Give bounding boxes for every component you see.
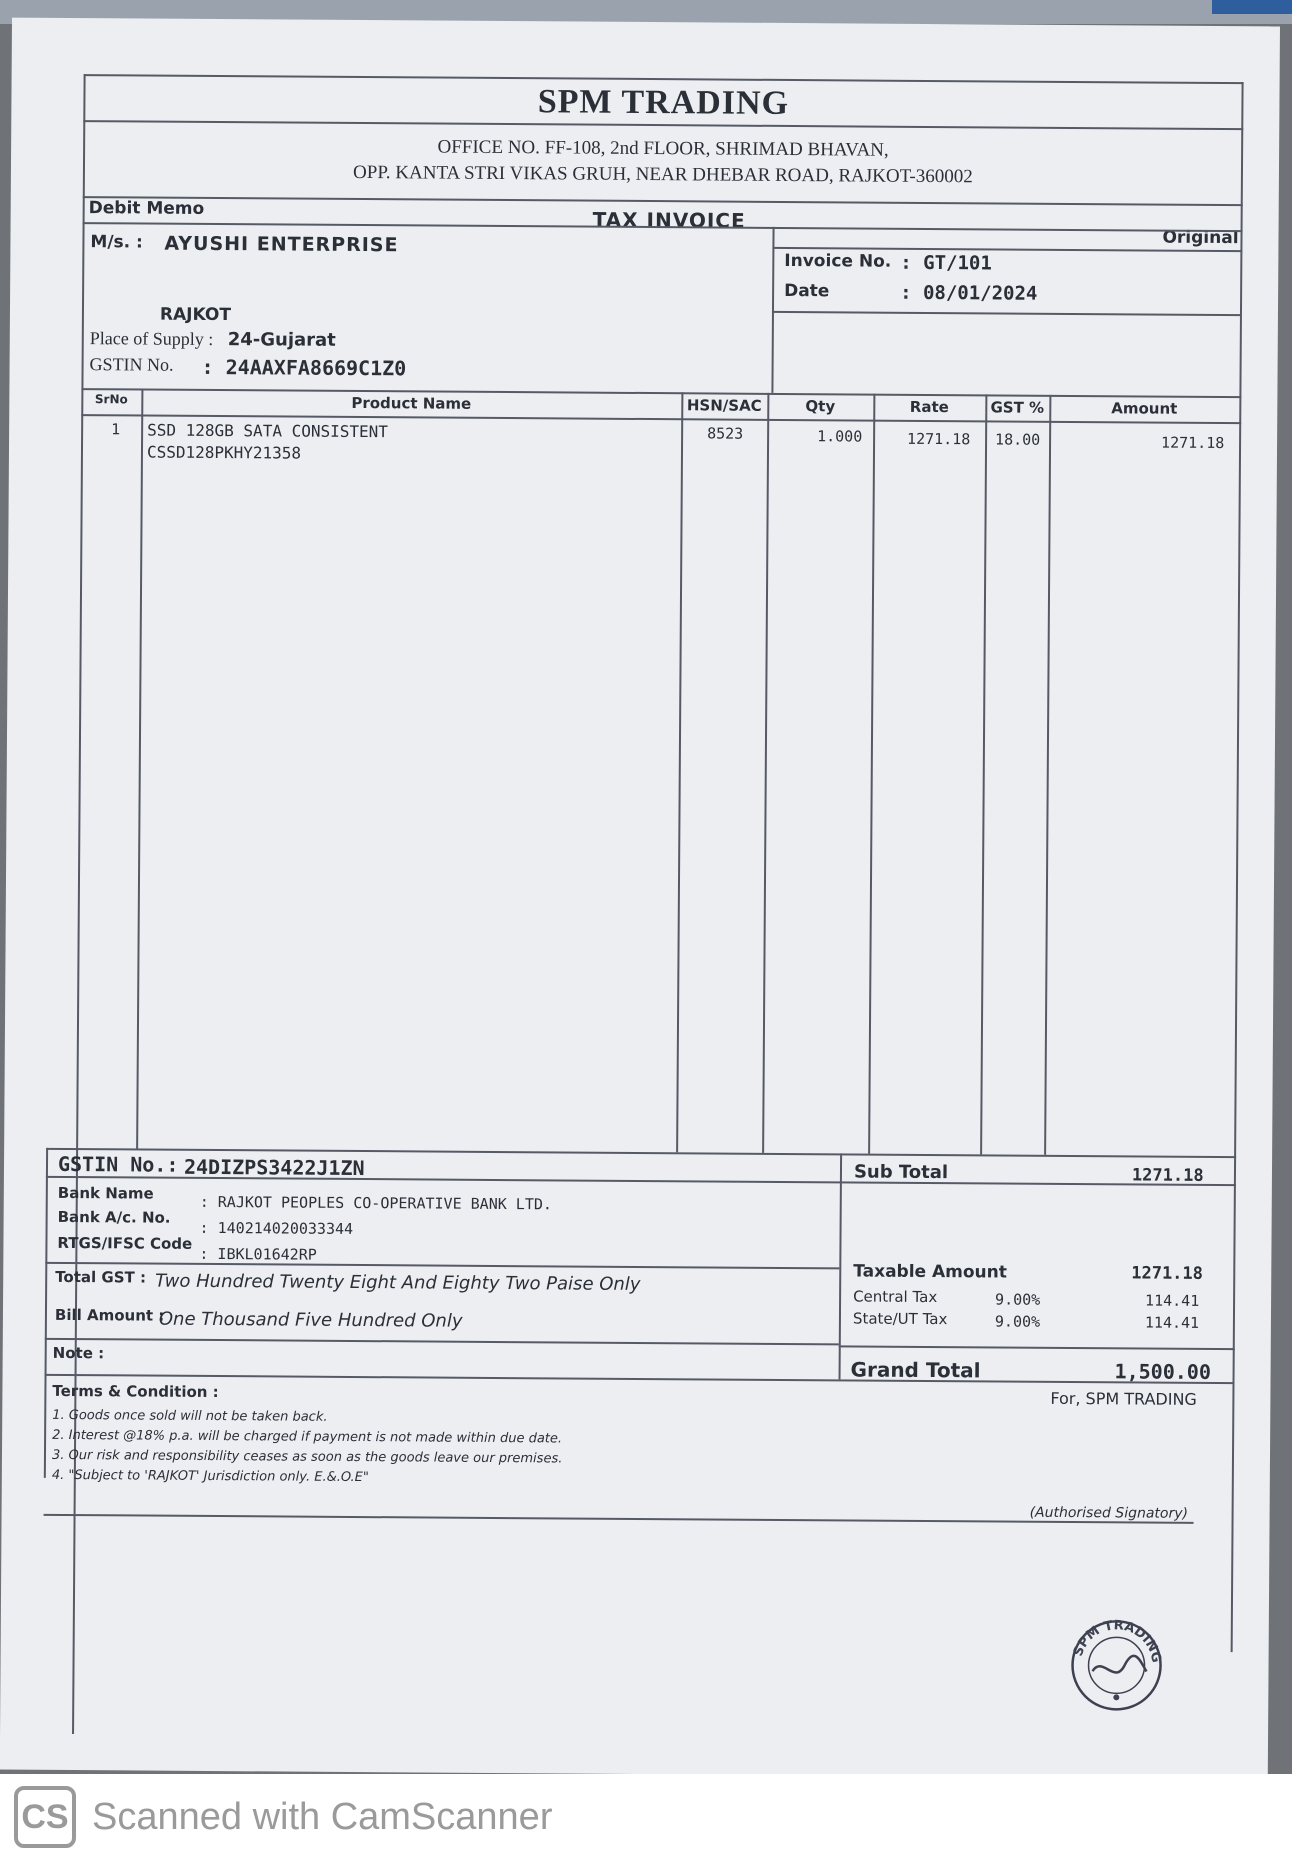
bank-ac-label: Bank A/c. No. — [57, 1207, 171, 1227]
camscanner-logo: CS — [14, 1786, 76, 1848]
company-name: SPM TRADING — [537, 83, 790, 123]
divider — [45, 1338, 839, 1346]
col-divider — [1044, 395, 1051, 1155]
divider — [839, 1345, 1235, 1350]
grand-total: 1,500.00 — [1114, 1359, 1212, 1384]
col-header-rate: Rate — [909, 397, 949, 417]
border-right — [1231, 82, 1244, 1652]
invoice-paper — [0, 18, 1280, 1779]
ifsc: : IBKL01642RP — [199, 1244, 317, 1264]
divider — [46, 1176, 1236, 1186]
bill-amount-words: One Thousand Five Hundred Only — [158, 1308, 463, 1332]
ms-label: M/s. : — [90, 232, 143, 253]
terms-title: Terms & Condition : — [52, 1381, 219, 1402]
company-stamp — [1066, 1615, 1167, 1716]
authorised-signatory: (Authorised Signatory) — [1029, 1504, 1189, 1522]
invoice-frame — [51, 48, 1244, 1756]
row-srno: 1 — [111, 420, 121, 439]
memo-type: Debit Memo — [88, 198, 205, 219]
divider — [772, 311, 1242, 316]
col-divider — [676, 392, 683, 1152]
row-product-code: CSSD128PKHY21358 — [146, 442, 302, 463]
place-of-supply-label: Place of Supply : — [89, 328, 214, 349]
col-header-srno: SrNo — [94, 392, 128, 407]
invoice-no: : GT/101 — [900, 251, 992, 275]
row-hsn: 8523 — [707, 424, 744, 443]
place-of-supply: 24-Gujarat — [227, 329, 336, 351]
col-header-amount: Amount — [1111, 399, 1178, 418]
row-qty: 1.000 — [817, 427, 863, 446]
row-rate: 1271.18 — [907, 429, 971, 449]
bill-amount-label: Bill Amount : — [54, 1305, 165, 1325]
invoice-no-label: Invoice No. — [784, 250, 892, 272]
note-label: Note : — [52, 1343, 105, 1363]
cgst-label: Central Tax — [853, 1287, 938, 1307]
company-address-line2: OPP. KANTA STRI VIKAS GRUH, NEAR DHEBAR ROAD, RAJKOT-360002 — [352, 161, 973, 188]
cgst-rate: 9.00% — [995, 1290, 1041, 1309]
col-header-gst: GST % — [990, 398, 1045, 417]
divider — [83, 196, 1243, 206]
term-item: 1. Goods once sold will not be taken back. — [52, 1407, 328, 1425]
grand-total-label: Grand Total — [850, 1357, 981, 1383]
taxable-amount: 1271.18 — [1131, 1263, 1203, 1284]
col-header-product: Product Name — [351, 393, 472, 413]
for-company-label: For, SPM TRADING — [1050, 1388, 1197, 1409]
doc-title: TAX INVOICE — [592, 207, 746, 233]
border-left — [72, 74, 86, 1734]
bank-name: : RAJKOT PEOPLES CO-OPERATIVE BANK LTD. — [199, 1192, 553, 1214]
total-gst-label: Total GST : — [55, 1267, 147, 1287]
term-item: 2. Interest @18% p.a. will be charged if payment is not made within due date. — [52, 1427, 563, 1447]
border-left-bottom — [44, 1148, 48, 1478]
row-product: SSD 128GB SATA CONSISTENT — [147, 420, 389, 442]
invoice-date: : 08/01/2024 — [900, 281, 1038, 305]
row-amount: 1271.18 — [1161, 433, 1225, 453]
customer-gstin: : 24AAXFA8669C1Z0 — [201, 354, 407, 381]
customer-name: AYUSHI ENTERPRISE — [164, 232, 399, 257]
customer-city: RAJKOT — [159, 304, 232, 326]
col-divider — [980, 394, 987, 1154]
bank-ac: : 140214020033344 — [199, 1218, 354, 1238]
sub-total-label: Sub Total — [853, 1161, 949, 1184]
sub-total: 1271.18 — [1131, 1165, 1204, 1186]
term-item: 3. Our risk and responsibility ceases as soon as the goods leave our premises. — [51, 1447, 563, 1467]
total-gst-words: Two Hundred Twenty Eight And Eighty Two Paise Only — [155, 1270, 641, 1295]
stamp-text: SPM TRADING — [1070, 1618, 1164, 1664]
customer-gstin-label: GSTIN No. — [89, 354, 174, 375]
col-header-qty: Qty — [805, 397, 836, 416]
seller-gstin: 24DIZPS3422J1ZN — [183, 1154, 365, 1181]
term-item: 4. "Subject to 'RAJKOT' Jurisdiction only. E.&.O.E" — [51, 1467, 369, 1486]
svg-text:SPM TRADING — [1071, 1618, 1164, 1664]
col-divider — [136, 388, 143, 1148]
sgst-amount: 114.41 — [1144, 1313, 1200, 1332]
sgst-rate: 9.00% — [994, 1312, 1041, 1331]
col-divider — [762, 393, 769, 1153]
invoice-date-label: Date — [784, 280, 830, 302]
border-bottom — [44, 1514, 1194, 1524]
background-object — [1212, 0, 1292, 14]
sgst-label: State/UT Tax — [852, 1309, 948, 1329]
bank-name-label: Bank Name — [57, 1183, 154, 1203]
seller-gstin-label: GSTIN No.: — [57, 1151, 179, 1177]
divider — [45, 1262, 839, 1270]
divider — [45, 1374, 1235, 1384]
camscanner-text: Scanned with CamScanner — [92, 1796, 553, 1838]
company-address-line1: OFFICE NO. FF-108, 2nd FLOOR, SHRIMAD BHAVAN, — [437, 136, 889, 161]
ifsc-label: RTGS/IFSC Code — [57, 1233, 193, 1253]
scanner-footer — [0, 1774, 1292, 1866]
copy-label: Original — [1162, 227, 1239, 249]
taxable-amount-label: Taxable Amount — [853, 1261, 1007, 1283]
row-gst: 18.00 — [995, 430, 1041, 449]
col-divider — [868, 394, 875, 1154]
cgst-amount: 114.41 — [1145, 1291, 1200, 1310]
col-header-hsn: HSN/SAC — [686, 396, 762, 415]
